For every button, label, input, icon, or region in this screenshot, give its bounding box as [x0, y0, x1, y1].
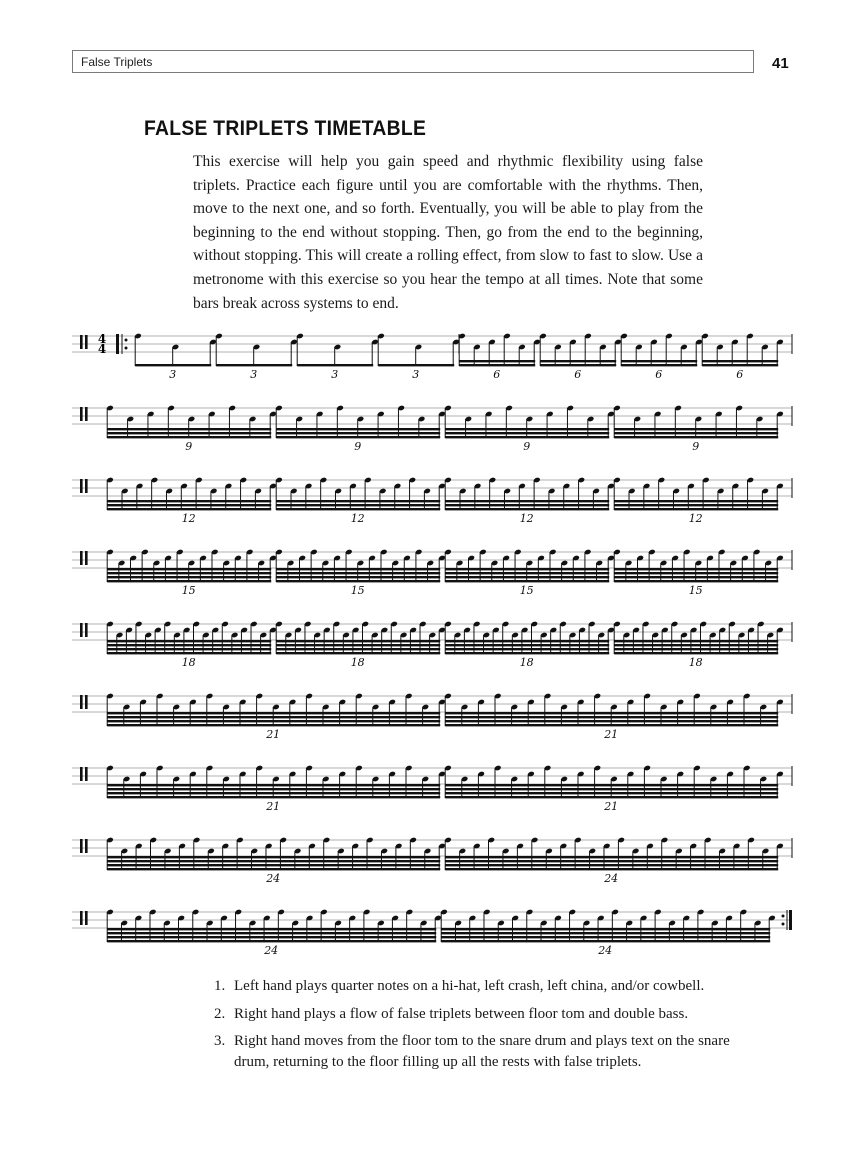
- percussion-clef: [85, 695, 88, 709]
- note-beam: [445, 500, 609, 502]
- note-beam: [107, 580, 271, 582]
- note-beam: [445, 788, 778, 790]
- intro-paragraph: This exercise will help you gain speed and rhythmic flexibility using false triplets. Practice each figure until you are comfortable with the rhythms. Then, move to the next one, and so forth. Eventually, you will be able to play from the beginning to the end without stopping. Then, go from the end to the beginning, without stopping. This will create a rolling effect, from slow to fast to slow. Use a metronome with this exercise so you hear the tempo at all times. Note that some bars break across systems to end.: [193, 153, 703, 312]
- note-beam: [276, 436, 440, 438]
- repeat-dot: [782, 923, 785, 926]
- note-beam: [445, 864, 778, 866]
- percussion-clef: [85, 551, 88, 565]
- tuplet-number: 9: [354, 440, 362, 453]
- note-beam: [445, 860, 778, 862]
- note-beam: [276, 508, 440, 510]
- percussion-clef: [85, 407, 88, 421]
- note-beam: [107, 940, 436, 942]
- note-beam: [614, 436, 778, 438]
- note-beam: [614, 648, 778, 650]
- note-beam: [614, 504, 778, 506]
- note-beam: [445, 716, 778, 718]
- note-beam: [107, 504, 271, 506]
- note-beam: [107, 436, 271, 438]
- percussion-clef: [80, 695, 83, 709]
- note-beam: [107, 572, 271, 574]
- note-beam: [445, 640, 609, 642]
- tuplet-number: 24: [598, 944, 613, 957]
- note-beam: [107, 868, 440, 870]
- percussion-clef: [80, 479, 83, 493]
- note-beam: [614, 576, 778, 578]
- note-beam: [107, 724, 440, 726]
- note-beam: [445, 436, 609, 438]
- tuplet-number: 6: [655, 368, 663, 381]
- tuplet-number: 18: [350, 656, 365, 669]
- note-beam: [276, 580, 440, 582]
- note-beam: [107, 652, 271, 654]
- note-beam: [107, 716, 440, 718]
- note-beam: [614, 432, 778, 434]
- tuplet-number: 18: [519, 656, 534, 669]
- note-beam: [107, 640, 271, 642]
- percussion-clef: [85, 623, 88, 637]
- note-beam: [445, 572, 609, 574]
- note-beam: [445, 712, 778, 714]
- note-beam: [107, 788, 440, 790]
- percussion-clef: [85, 335, 88, 349]
- tuplet-number: 15: [519, 584, 534, 597]
- note-beam: [297, 364, 373, 366]
- percussion-clef: [80, 767, 83, 781]
- tuplet-number: 9: [523, 440, 531, 453]
- note-beam: [276, 432, 440, 434]
- page-number: 41: [772, 55, 789, 72]
- tuplet-number: 15: [688, 584, 703, 597]
- note-beam: [614, 580, 778, 582]
- note-text: Left hand plays quarter notes on a hi-hat, left crash, left china, and/or cowbell.: [234, 978, 705, 994]
- tuplet-number: 24: [266, 872, 281, 885]
- percussion-clef: [85, 767, 88, 781]
- page-title: FALSE TRIPLETS TIMETABLE: [144, 117, 427, 140]
- note-beam: [445, 796, 778, 798]
- tuplet-number: 3: [250, 368, 258, 381]
- note-beam: [445, 792, 778, 794]
- tuplet-number: 18: [181, 656, 196, 669]
- drum-notation-score: [68, 318, 798, 978]
- note-beam: [445, 568, 609, 570]
- note-beam: [702, 360, 778, 362]
- note-beam: [378, 364, 454, 366]
- time-signature-top: 4: [97, 332, 107, 346]
- tuplet-number: 21: [266, 800, 281, 813]
- note-beam: [107, 860, 440, 862]
- note-beam: [445, 652, 609, 654]
- tuplet-number: 9: [692, 440, 700, 453]
- note-number: 2.: [214, 1005, 226, 1022]
- note-beam: [107, 932, 436, 934]
- note-beam: [445, 868, 778, 870]
- note-beam: [540, 364, 616, 366]
- note-beam: [107, 936, 436, 938]
- tuplet-number: 12: [181, 512, 196, 525]
- note-beam: [107, 644, 271, 646]
- note-beam: [441, 932, 770, 934]
- note-item: [214, 1031, 734, 1072]
- note-beam: [459, 360, 535, 362]
- note-beam: [445, 428, 609, 430]
- tuplet-number: 21: [604, 800, 619, 813]
- tuplet-number: 15: [181, 584, 196, 597]
- percussion-clef: [85, 479, 88, 493]
- note-beam: [135, 364, 211, 366]
- note-beam: [107, 928, 436, 930]
- tuplet-number: 12: [350, 512, 365, 525]
- note-beam: [276, 644, 440, 646]
- repeat-dot: [782, 915, 785, 918]
- tuplet-number: 12: [688, 512, 703, 525]
- note-beam: [107, 856, 440, 858]
- note-beam: [614, 652, 778, 654]
- note-beam: [445, 720, 778, 722]
- note-beam: [107, 792, 440, 794]
- note-beam: [107, 864, 440, 866]
- note-beam: [540, 360, 616, 362]
- note-beam: [107, 784, 440, 786]
- tuplet-number: 6: [493, 368, 501, 381]
- note-beam: [614, 572, 778, 574]
- note-beam: [614, 644, 778, 646]
- note-beam: [441, 928, 770, 930]
- percussion-clef: [80, 335, 83, 349]
- note-beam: [445, 644, 609, 646]
- percussion-clef: [80, 623, 83, 637]
- start-repeat-bar: [116, 334, 119, 354]
- note-number: 3.: [214, 1033, 226, 1049]
- note-beam: [107, 576, 271, 578]
- percussion-clef: [85, 839, 88, 853]
- tuplet-number: 21: [266, 728, 281, 741]
- note-beam: [107, 796, 440, 798]
- note-beam: [445, 576, 609, 578]
- tuplet-number: 12: [519, 512, 534, 525]
- note-beam: [445, 504, 609, 506]
- note-beam: [445, 784, 778, 786]
- tuplet-number: 6: [574, 368, 582, 381]
- note-beam: [614, 428, 778, 430]
- note-beam: [445, 432, 609, 434]
- note-text: Right hand moves from the floor tom to the snare drum and plays text on the snare drum, returning to the floor filling up all the rests with false triplets.: [234, 1033, 730, 1070]
- note-beam: [276, 652, 440, 654]
- tuplet-number: 3: [331, 368, 339, 381]
- time-signature-bottom: 4: [97, 342, 107, 356]
- repeat-dot: [125, 347, 128, 350]
- tuplet-number: 9: [185, 440, 193, 453]
- performance-notes: [214, 976, 734, 1079]
- tuplet-number: 18: [688, 656, 703, 669]
- tuplet-number: 24: [604, 872, 619, 885]
- note-beam: [276, 572, 440, 574]
- note-beam: [107, 568, 271, 570]
- note-beam: [614, 508, 778, 510]
- note-beam: [107, 500, 271, 502]
- note-beam: [276, 428, 440, 430]
- note-beam: [216, 364, 292, 366]
- note-beam: [276, 576, 440, 578]
- note-text: Right hand plays a flow of false triplets between floor tom and double bass.: [234, 1005, 689, 1022]
- running-title: False Triplets: [81, 55, 153, 69]
- note-beam: [107, 712, 440, 714]
- note-beam: [702, 364, 778, 366]
- note-beam: [107, 648, 271, 650]
- running-header: [72, 50, 754, 73]
- tuplet-number: 3: [412, 368, 420, 381]
- note-beam: [459, 364, 535, 366]
- note-beam: [107, 432, 271, 434]
- note-beam: [614, 568, 778, 570]
- tuplet-number: 24: [264, 944, 279, 957]
- note-beam: [445, 580, 609, 582]
- note-beam: [107, 428, 271, 430]
- note-item: [214, 976, 734, 997]
- tuplet-number: 6: [736, 368, 744, 381]
- note-beam: [445, 648, 609, 650]
- note-beam: [441, 936, 770, 938]
- note-beam: [276, 504, 440, 506]
- percussion-clef: [85, 911, 88, 925]
- note-beam: [107, 720, 440, 722]
- note-beam: [614, 640, 778, 642]
- tuplet-number: 15: [350, 584, 365, 597]
- note-beam: [614, 500, 778, 502]
- percussion-clef: [80, 839, 83, 853]
- note-beam: [445, 724, 778, 726]
- note-beam: [621, 360, 697, 362]
- note-beam: [276, 568, 440, 570]
- tuplet-number: 3: [169, 368, 177, 381]
- tuplet-number: 21: [604, 728, 619, 741]
- note-beam: [276, 648, 440, 650]
- note-item: [214, 1004, 734, 1025]
- note-beam: [445, 508, 609, 510]
- note-beam: [276, 500, 440, 502]
- note-number: 1.: [214, 978, 226, 994]
- percussion-clef: [80, 911, 83, 925]
- note-beam: [621, 364, 697, 366]
- repeat-dot: [125, 339, 128, 342]
- end-repeat-bar: [789, 910, 792, 930]
- note-beam: [107, 508, 271, 510]
- note-beam: [445, 856, 778, 858]
- percussion-clef: [80, 551, 83, 565]
- percussion-clef: [80, 407, 83, 421]
- note-beam: [276, 640, 440, 642]
- note-beam: [441, 940, 770, 942]
